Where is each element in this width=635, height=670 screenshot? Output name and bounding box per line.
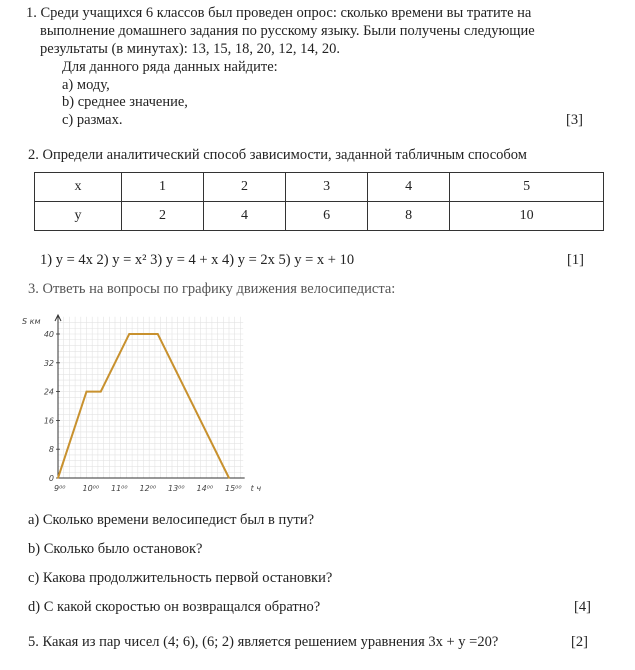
table-cell: 6 xyxy=(286,202,368,231)
y-tick-label: 0 xyxy=(48,474,54,483)
q5-mark: [2] xyxy=(571,634,588,650)
q1-line2: выполнение домашнего задания по русскому языку. Были получены следующие xyxy=(40,23,535,39)
cyclist-distance-chart xyxy=(20,310,280,500)
table-row xyxy=(35,173,604,202)
data-point xyxy=(100,391,102,393)
table-cell: 8 xyxy=(368,202,450,231)
table-cell: 3 xyxy=(286,173,368,202)
table-cell: 2 xyxy=(204,173,286,202)
q3-question-a: а) Сколько времени велосипедист был в пути? xyxy=(28,512,315,528)
table-cell: 4 xyxy=(368,173,450,202)
q2-options: 1) y = 4x 2) y = x² 3) y = 4 + x 4) y = 2x 5) y = x + 10 xyxy=(40,252,355,268)
x-tick-label: 15⁰⁰ xyxy=(225,484,242,493)
table-cell: 10 xyxy=(450,202,604,231)
q3-text: 3. Ответь на вопросы по графику движения велосипедиста: xyxy=(28,281,396,297)
x-tick-label: 10⁰⁰ xyxy=(82,484,100,493)
q1-line1: 1. Среди учащихся 6 классов был проведен опрос: сколько времени вы тратите на xyxy=(26,5,532,21)
q3-question-d: d) С какой скоростью он возвращался обратно? xyxy=(28,599,321,615)
table-cell: y xyxy=(35,202,122,231)
table-cell: 4 xyxy=(204,202,286,231)
table-row xyxy=(35,202,604,231)
data-point xyxy=(228,477,230,479)
q1-option-b: b) среднее значение, xyxy=(62,94,188,110)
x-axis-label: t ч xyxy=(250,484,262,493)
q3-mark: [4] xyxy=(574,599,591,615)
y-tick-label: 24 xyxy=(43,387,54,397)
q1-mark: [3] xyxy=(566,112,583,128)
q1-option-c: с) размах. xyxy=(62,112,123,128)
data-point xyxy=(86,391,88,393)
x-tick-label: 9⁰⁰ xyxy=(54,484,66,493)
y-tick-label: 8 xyxy=(48,445,54,455)
table-cell: 2 xyxy=(122,202,204,231)
q5-text: 5. Какая из пар чисел (4; 6), (6; 2) является решением уравнения 3x + y =20? xyxy=(28,634,499,650)
q2-mark: [1] xyxy=(567,252,584,268)
q1-line3: результаты (в минутах): 13, 15, 18, 20, 12, 14, 20. xyxy=(40,41,341,57)
q3-question-b: b) Сколько было остановок? xyxy=(28,541,203,557)
q1-option-a: а) моду, xyxy=(62,77,110,93)
q3-question-c: с) Какова продолжительность первой остановки? xyxy=(28,570,333,586)
x-tick-label: 13⁰⁰ xyxy=(168,484,185,493)
y-tick-label: 16 xyxy=(43,416,54,426)
x-tick-label: 12⁰⁰ xyxy=(139,484,157,493)
table-cell: 5 xyxy=(450,173,604,202)
data-point xyxy=(57,477,59,479)
q2-text: 2. Определи аналитический способ зависимости, заданной табличным способом xyxy=(28,147,527,163)
y-tick-label: 40 xyxy=(43,330,54,339)
table-cell: 1 xyxy=(122,173,204,202)
data-point xyxy=(157,333,159,335)
values-table xyxy=(34,172,604,231)
x-tick-label: 11⁰⁰ xyxy=(111,484,128,493)
y-tick-label: 32 xyxy=(43,358,54,368)
x-tick-label: 14⁰⁰ xyxy=(196,484,214,493)
table-cell: x xyxy=(35,173,122,202)
chart-grid xyxy=(58,317,243,478)
q1-task: Для данного ряда данных найдите: xyxy=(62,59,278,75)
y-axis-label: S км xyxy=(22,317,41,326)
data-point xyxy=(128,333,130,335)
